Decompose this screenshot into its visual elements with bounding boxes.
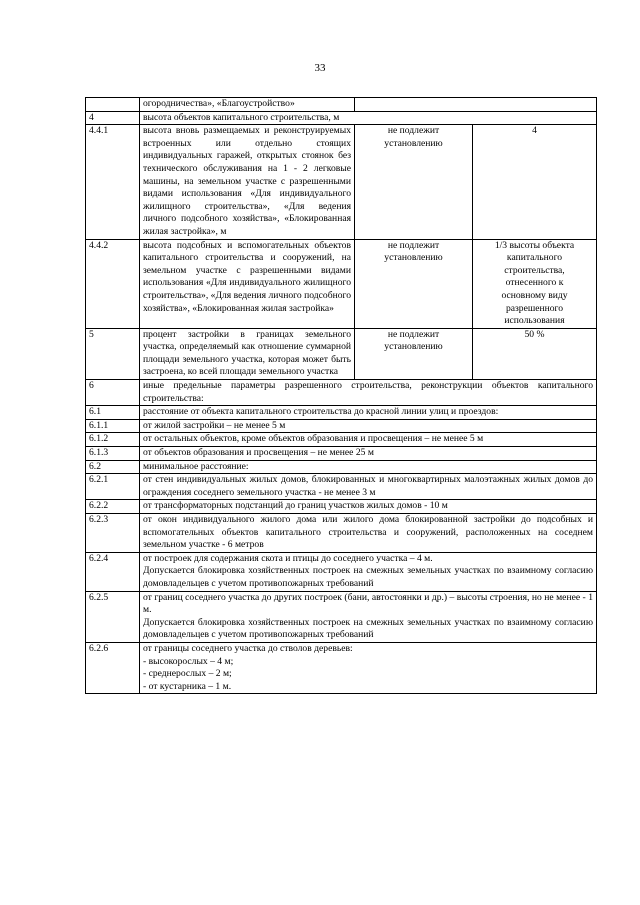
row-number: 6 xyxy=(86,380,140,406)
table-row xyxy=(86,514,597,553)
table-row xyxy=(86,111,597,125)
row-number: 6.2.1 xyxy=(86,474,140,500)
row-number: 6.2 xyxy=(86,460,140,474)
regulations-table xyxy=(85,97,597,694)
row-number: 6.1.1 xyxy=(86,419,140,433)
row-max-value: 4 xyxy=(473,125,597,239)
row-description: огородничества», «Благоустройство» xyxy=(140,98,355,112)
row-description xyxy=(140,591,597,642)
row-description: процент застройки в границах земельного участка, определяемый как отношение суммарной площади земельного участка, которая может быть застроена, ко всей площади земельного участка xyxy=(140,328,355,379)
row-description: высота объектов капитального строительства, м xyxy=(140,111,597,125)
row-number xyxy=(86,98,140,112)
row-number: 4.4.2 xyxy=(86,239,140,328)
row-description: минимальное расстояние: xyxy=(140,460,597,474)
row-number: 6.1.3 xyxy=(86,447,140,461)
row-min-value: не подлежит установлению xyxy=(355,239,473,328)
table-row xyxy=(86,239,597,328)
row-text-paragraph: Допускается блокировка хозяйственных построек на смежных земельных участках по взаимному согласию домовладельцев с учетом противопожарных требований xyxy=(143,565,593,589)
table-row xyxy=(86,474,597,500)
row-description: от границы соседнего участка до стволов деревьев: - высокорослых – 4 м; - среднерослых – 2 м; - от кустарника – 1 м. xyxy=(140,642,597,693)
row-number: 6.2.5 xyxy=(86,591,140,642)
row-number: 6.2.2 xyxy=(86,500,140,514)
table-row xyxy=(86,98,597,112)
row-number: 6.2.6 xyxy=(86,642,140,693)
row-description: иные предельные параметры разрешенного строительства, реконструкции объектов капитального строительства: xyxy=(140,380,597,406)
table-row xyxy=(86,552,597,591)
table-row xyxy=(86,500,597,514)
table-row xyxy=(86,406,597,420)
row-description: от стен индивидуальных жилых домов, блокированных и многоквартирных малоэтажных жилых домов до ограждения соседнего земельного участка - не менее 3 м xyxy=(140,474,597,500)
row-min-value: не подлежит установлению xyxy=(355,125,473,239)
table-row xyxy=(86,433,597,447)
row-empty xyxy=(355,98,597,112)
row-number: 6.1.2 xyxy=(86,433,140,447)
row-description: от жилой застройки – не менее 5 м xyxy=(140,419,597,433)
row-min-value: не подлежит установлению xyxy=(355,328,473,379)
row-max-value: 50 % xyxy=(473,328,597,379)
table-row xyxy=(86,380,597,406)
row-max-value: 1/3 высоты объекта капитального строительства, отнесенного к основному виду разрешенного использования xyxy=(473,239,597,328)
table-row xyxy=(86,419,597,433)
table-row xyxy=(86,460,597,474)
row-number: 6.2.4 xyxy=(86,552,140,591)
row-description: расстояние от объекта капитального строительства до красной линии улиц и проездов: xyxy=(140,406,597,420)
page-number: 33 xyxy=(314,62,326,74)
row-description: высота вновь размещаемых и реконструируемых встроенных или отдельно стоящих индивидуальных гаражей, открытых стоянок без технического обслуживания на 1 - 2 легковые машины, на земельном участке с разрешенными видами использования «Для индивидуального жилищного строительства», «Для ведения личного подсобного хозяйства», «Блокированная жилая застройка», м xyxy=(140,125,355,239)
row-number: 4.4.1 xyxy=(86,125,140,239)
row-text-paragraph: от построек для содержания скота и птицы до соседнего участка – 4 м. xyxy=(143,552,433,564)
row-description: от трансформаторных подстанций до границ участков жилых домов - 10 м xyxy=(140,500,597,514)
row-number: 5 xyxy=(86,328,140,379)
row-number: 6.2.3 xyxy=(86,514,140,553)
table-row xyxy=(86,591,597,642)
row-number: 4 xyxy=(86,111,140,125)
row-description xyxy=(140,552,597,591)
row-description: от окон индивидуального жилого дома или жилого дома блокированной застройки до подсобных и вспомогательных объектов капитального строительства и сооружений, расположенных на соседнем земельном участке - 6 метров xyxy=(140,514,597,553)
table-row xyxy=(86,328,597,379)
table-row xyxy=(86,642,597,693)
row-description: от остальных объектов, кроме объектов образования и просвещения – не менее 5 м xyxy=(140,433,597,447)
row-description: от объектов образования и просвещения – не менее 25 м xyxy=(140,447,597,461)
row-number: 6.1 xyxy=(86,406,140,420)
row-text-paragraph: Допускается блокировка хозяйственных построек на смежных земельных участках по взаимному согласию домовладельцев с учетом противопожарных требований xyxy=(143,616,593,641)
row-text-paragraph: от границ соседнего участка до других построек (бани, автостоянки и др.) – высоты строения, но не менее - 1 м. xyxy=(143,591,593,616)
row-description: высота подсобных и вспомогательных объектов капитального строительства и сооружений, на земельном участке с разрешенными видами использования «Для индивидуального жилищного строительства», «Для ведения личного подсобного хозяйства», «Блокированная жилая застройка» xyxy=(140,239,355,328)
table-row xyxy=(86,125,597,239)
table-row xyxy=(86,447,597,461)
